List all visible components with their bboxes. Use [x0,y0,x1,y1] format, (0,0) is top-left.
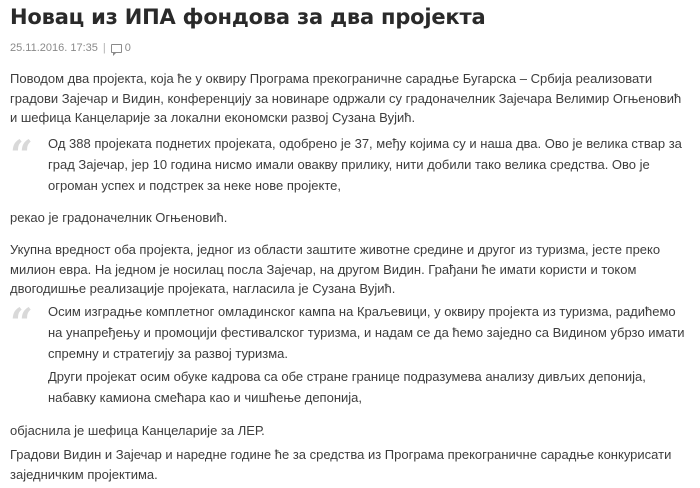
meta-separator: | [102,42,106,54]
quote-icon: “ [10,132,34,179]
paragraph-closing: Градови Видин и Зајечар и наредне године ће за средства из Програма прекограничне сарадње конкурисати заједничким пројектима. [10,447,672,482]
comment-icon [111,44,122,53]
paragraph-attribution-1: рекао је градоначелник Огњеновић. [10,210,228,225]
paragraph-attribution-2: објаснила је шефица Канцеларије за ЛЕР. [10,423,265,438]
quote-block-1: Од 388 пројеката поднетих пројеката, одобрено је 37, међу којима су и наша два. Ово је велика ствар за град Зајечар, јер 10 година нисмо имали овакву прилику, нити добили тако велика средства. Ово је огроман успех и подстрек за неке нове пројекте, [48,136,682,193]
paragraph-value: Укупна вредност оба пројекта, једног из области заштите животне средине и другог из туризма, јесте преко милион евра. На једном је носилац посла Зајечар, на другом Видин. Грађани ће имати користи и током двогодишње реализације пројеката, нагласила је Сузана Вујић. [10,242,661,296]
comments-link[interactable] [111,42,131,54]
paragraph-intro: Поводом два пројекта, која ће у оквиру Програма прекограничне сарадње Бугарска – Србија реализовати градови Зајечар и Видин, конференцију за новинаре одржали су градоначелник Зајечара Велимир Огњеновић и шефица Канцеларије за локални економски развој Сузана Вујић. [10,71,682,125]
article-title: Новац из ИПА фондова за два пројекта [10,5,486,29]
article-meta [10,42,131,54]
quote-block-2a: Осим изградње комплетног омладинског кампа на Краљевици, у оквиру пројекта из туризма, радићемо на унапређењу и промоцији фестивалског туризма, и надам се да ћемо заједно са Видином убрзо имати спремну и стратегију за развој туризма. [48,304,685,361]
comment-count: 0 [124,42,131,54]
quote-icon: “ [10,300,34,347]
publish-date: 25.11.2016. 17:35 [10,42,98,54]
quote-block-2b: Други пројекат осим обуке кадрова са обе стране границе подразумева анализу дивљих депонија, набавку камиона смећара као и чишћење депонија, [48,369,646,405]
